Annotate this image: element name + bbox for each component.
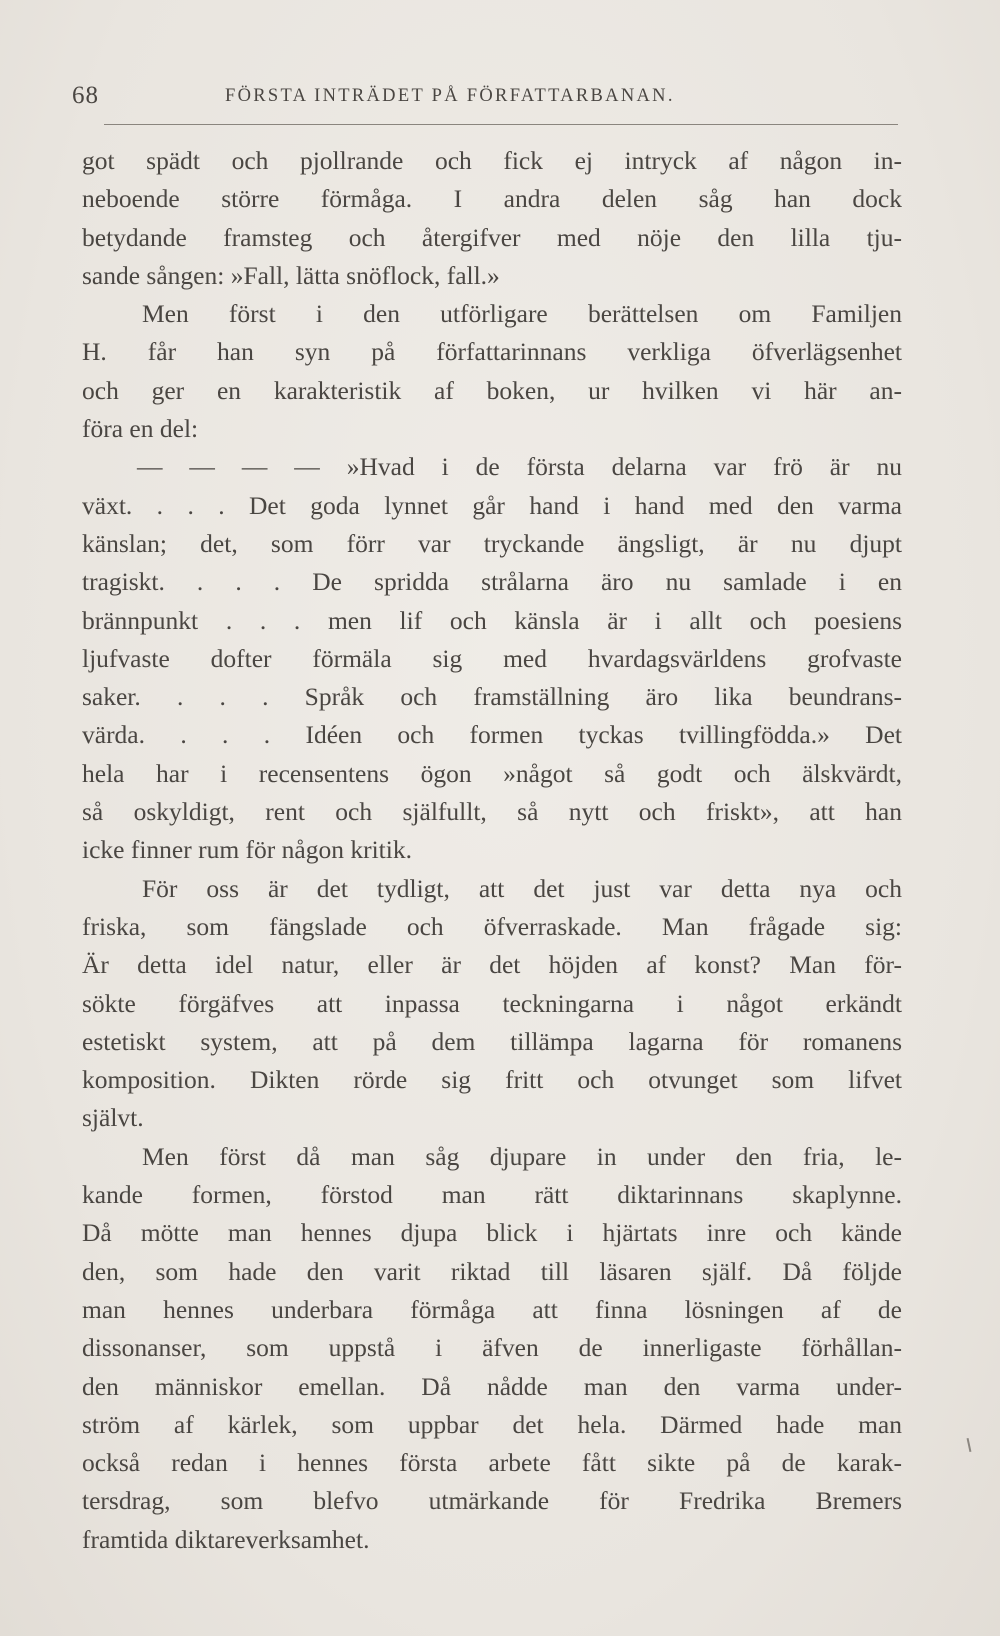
text-line: man hennes underbara förmåga att finna lösningen af de bbox=[82, 1294, 902, 1324]
text-line: också redan i hennes första arbete fått sikte på de karak- bbox=[82, 1448, 902, 1478]
margin-mark bbox=[967, 1438, 972, 1452]
text-line: neboende större förmåga. I andra delen såg han dock bbox=[82, 184, 902, 214]
text-line: tragiskt. . . . De spridda strålarna äro nu samlade i en bbox=[82, 567, 902, 597]
text-line: H. får han syn på författarinnans verkliga öfverlägsenhet bbox=[82, 337, 902, 367]
text-line: sande sången: »Fall, lätta snöflock, fall.» bbox=[82, 260, 500, 290]
text-line: got spädt och pjollrande och fick ej intryck af någon in- bbox=[82, 146, 902, 175]
text-line: Är detta idel natur, eller är det höjden af konst? Man för- bbox=[82, 950, 902, 980]
text-line: betydande framsteg och återgifver med nöje den lilla tju- bbox=[82, 222, 902, 252]
text-line: hela har i recensentens ögon »något så godt och älskvärdt, bbox=[82, 758, 902, 788]
text-line: komposition. Dikten rörde sig fritt och otvunget som lifvet bbox=[82, 1065, 902, 1095]
body-text bbox=[82, 142, 902, 1559]
text-line: friska, som fängslade och öfverraskade. Man frågade sig: bbox=[82, 911, 902, 941]
running-head: FÖRSTA INTRÄDET PÅ FÖRFATTARBANAN. bbox=[225, 86, 675, 106]
text-line: växt. . . . Det goda lynnet går hand i hand med den varma bbox=[82, 490, 902, 520]
text-line: brännpunkt . . . men lif och känsla är i allt och poesiens bbox=[82, 605, 902, 635]
text-line: Men först i den utförligare berättelsen om Familjen bbox=[142, 299, 902, 329]
text-line: För oss är det tydligt, att det just var detta nya och bbox=[142, 873, 902, 903]
text-line: föra en del: bbox=[82, 414, 199, 444]
text-line: så oskyldigt, rent och själfullt, så nytt och friskt», att han bbox=[82, 797, 902, 827]
text-line: icke finner rum för någon kritik. bbox=[82, 835, 412, 865]
page-number: 68 bbox=[72, 82, 99, 109]
text-line: sökte förgäfves att inpassa teckningarna i något erkändt bbox=[82, 988, 902, 1018]
text-line: tersdrag, som blefvo utmärkande för Fredrika Bremers bbox=[82, 1486, 902, 1516]
text-line: Men först då man såg djupare in under den fria, le- bbox=[142, 1141, 902, 1171]
text-line: framtida diktareverksamhet. bbox=[82, 1524, 370, 1554]
text-line: värda. . . . Idéen och formen tyckas tvillingfödda.» Det bbox=[82, 720, 902, 750]
text-line: estetiskt system, att på dem tillämpa lagarna för romanens bbox=[82, 1026, 902, 1056]
header-rule bbox=[104, 124, 898, 125]
text-line: Då mötte man hennes djupa blick i hjärtats inre och kände bbox=[82, 1218, 902, 1248]
text-line: och ger en karakteristik af boken, ur hvilken vi här an- bbox=[82, 375, 902, 405]
text-line: dissonanser, som uppstå i äfven de innerligaste förhållan- bbox=[82, 1333, 902, 1363]
text-line: den människor emellan. Då nådde man den varma under- bbox=[82, 1371, 902, 1401]
page-header bbox=[72, 82, 902, 118]
text-line: känslan; det, som förr var tryckande ängsligt, är nu djupt bbox=[82, 528, 902, 558]
text-line: saker. . . . Språk och framställning äro lika beundrans- bbox=[82, 682, 902, 712]
text-line: kande formen, förstod man rätt diktarinnans skaplynne. bbox=[82, 1180, 902, 1210]
text-line: ljufvaste dofter förmäla sig med hvardagsvärldens grofvaste bbox=[82, 643, 902, 673]
text-line: — — — — »Hvad i de första delarna var frö är nu bbox=[137, 452, 902, 482]
text-line: ström af kärlek, som uppbar det hela. Därmed hade man bbox=[82, 1409, 902, 1439]
text-line: självt. bbox=[82, 1103, 144, 1133]
text-line: den, som hade den varit riktad till läsaren själf. Då följde bbox=[82, 1256, 902, 1286]
